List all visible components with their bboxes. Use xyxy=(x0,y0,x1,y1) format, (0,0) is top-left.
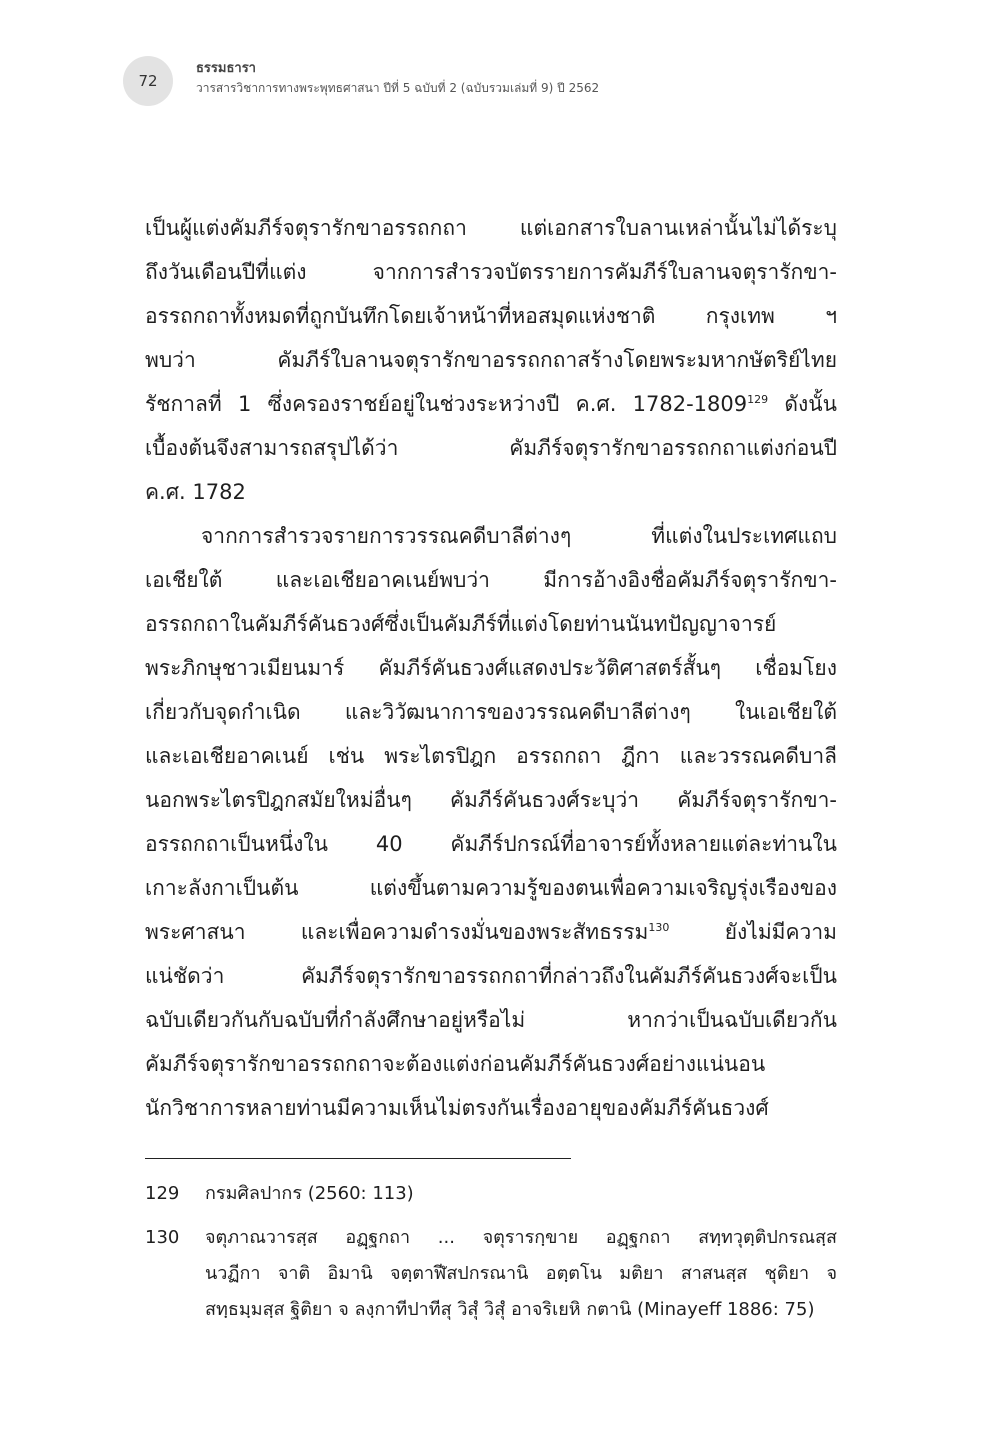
footnote-body xyxy=(205,1220,837,1328)
body-text-segment: ดังนั้น xyxy=(768,392,837,416)
page-number-text: 72 xyxy=(138,72,158,90)
body-line: อรรถกถาทั้งหมดที่ถูกบันทึกโดยเจ้าหน้าที่หอสมุดแห่งชาติ กรุงเทพ ฯ xyxy=(145,304,837,328)
footnote-body xyxy=(205,1176,837,1212)
body-line: นอกพระไตรปิฎกสมัยใหม่อื่นๆ คัมภีร์คันธวงศ์ระบุว่า คัมภีร์จตุรารักขา- xyxy=(145,788,837,812)
footnote-ref-129[interactable]: 129 xyxy=(747,393,769,406)
body-line-with-footnote-129 xyxy=(145,382,837,426)
body-text xyxy=(145,206,837,1130)
body-line: พบว่า คัมภีร์ใบลานจตุรารักขาอรรถกถาสร้างโดยพระมหากษัตริย์ไทย xyxy=(145,348,837,372)
body-line-with-footnote-130 xyxy=(145,910,837,954)
body-text-segment: พระศาสนา และเพื่อความดำรงมั่นของพระสัทธรรม xyxy=(145,920,649,944)
body-line: เอเชียใต้ และเอเชียอาคเนย์พบว่า มีการอ้างอิงชื่อคัมภีร์จตุรารักขา- xyxy=(145,568,837,592)
footnotes xyxy=(145,1176,837,1336)
body-line: เป็นผู้แต่งคัมภีร์จตุรารักขาอรรถกถา แต่เอกสารใบลานเหล่านั้นไม่ได้ระบุ xyxy=(145,216,837,240)
running-header xyxy=(196,62,599,94)
footnote-text: กรมศิลปากร (2560: 113) xyxy=(205,1183,414,1204)
body-text-segment: ยังไม่มีความ xyxy=(669,920,837,944)
footnote-ref-130[interactable]: 130 xyxy=(648,921,670,934)
body-line: แน่ชัดว่า คัมภีร์จตุรารักขาอรรถกถาที่กล่าวถึงในคัมภีร์คันธวงศ์จะเป็น xyxy=(145,964,837,988)
footnote-text-line: สทฺธมฺมสฺส ฐิติยา จ ลงฺกาทีปาทีสุ วิสุํ วิสุํ อาจริเยหิ กตานิ (Minayeff 1886: 75) xyxy=(205,1299,815,1320)
body-line: อรรถกถาเป็นหนึ่งใน 40 คัมภีร์ปกรณ์ที่อาจารย์ทั้งหลายแต่ละท่านใน xyxy=(145,832,837,856)
body-line: พระภิกษุชาวเมียนมาร์ คัมภีร์คันธวงศ์แสดงประวัติศาสตร์สั้นๆ เชื่อมโยง xyxy=(145,656,837,680)
body-line: นักวิชาการหลายท่านมีความเห็นไม่ตรงกันเรื่องอายุของคัมภีร์คันธวงศ์ xyxy=(145,1096,769,1120)
body-line: คัมภีร์จตุรารักขาอรรถกถาจะต้องแต่งก่อนคัมภีร์คันธวงศ์อย่างแน่นอน xyxy=(145,1052,766,1076)
body-text-segment: รัชกาลที่ 1 ซึ่งครองราชย์อยู่ในช่วงระหว่างปี ค.ศ. 1782-1809 xyxy=(145,392,748,416)
body-line: เบื้องต้นจึงสามารถสรุปได้ว่า คัมภีร์จตุรารักขาอรรถกถาแต่งก่อนปี xyxy=(145,436,837,460)
body-line: ค.ศ. 1782 xyxy=(145,480,246,504)
page-number xyxy=(123,56,173,106)
body-line: และเอเชียอาคเนย์ เช่น พระไตรปิฎก อรรถกถา ฎีกา และวรรณคดีบาลี xyxy=(145,744,837,768)
footnote-number: 129 xyxy=(145,1183,180,1204)
footnote-130 xyxy=(145,1220,837,1328)
journal-name: ธรรมธารา xyxy=(196,61,256,76)
footnote-text-line: จตุภาณวารสฺส อฏฺฐกถา ... จตุรารกฺขาย อฏฺฐกถา สทฺทวุตฺติปกรณสฺส xyxy=(205,1227,837,1248)
body-line: เกาะลังกาเป็นต้น แต่งขึ้นตามความรู้ของตนเพื่อความเจริญรุ่งเรืองของ xyxy=(145,876,837,900)
body-line: เกี่ยวกับจุดกำเนิด และวิวัฒนาการของวรรณคดีบาลีต่างๆ ในเอเชียใต้ xyxy=(145,700,837,724)
body-line: ฉบับเดียวกันกับฉบับที่กำลังศึกษาอยู่หรือไม่ หากว่าเป็นฉบับเดียวกัน xyxy=(145,1008,837,1032)
issue-info: วารสารวิชาการทางพระพุทธศาสนา ปีที่ 5 ฉบับที่ 2 (ฉบับรวมเล่มที่ 9) ปี 2562 xyxy=(196,81,600,95)
footnote-129 xyxy=(145,1176,837,1212)
footnote-number: 130 xyxy=(145,1227,180,1248)
body-line: ถึงวันเดือนปีที่แต่ง จากการสำรวจบัตรรายการคัมภีร์ใบลานจตุรารักขา- xyxy=(145,260,837,284)
paragraph-first-line: จากการสำรวจรายการวรรณคดีบาลีต่างๆ ที่แต่งในประเทศแถบ xyxy=(201,524,837,548)
footnote-text-line: นวฏีกา จาติ อิมานิ จตฺตาฬีสปกรณานิ อตฺตโน มติยา สาสนสฺส ชุติยา จ xyxy=(205,1263,837,1284)
footnote-divider xyxy=(145,1158,571,1159)
body-line: อรรถกถาในคัมภีร์คันธวงศ์ซึ่งเป็นคัมภีร์ที่แต่งโดยท่านนันทปัญญาจารย์ xyxy=(145,612,777,636)
